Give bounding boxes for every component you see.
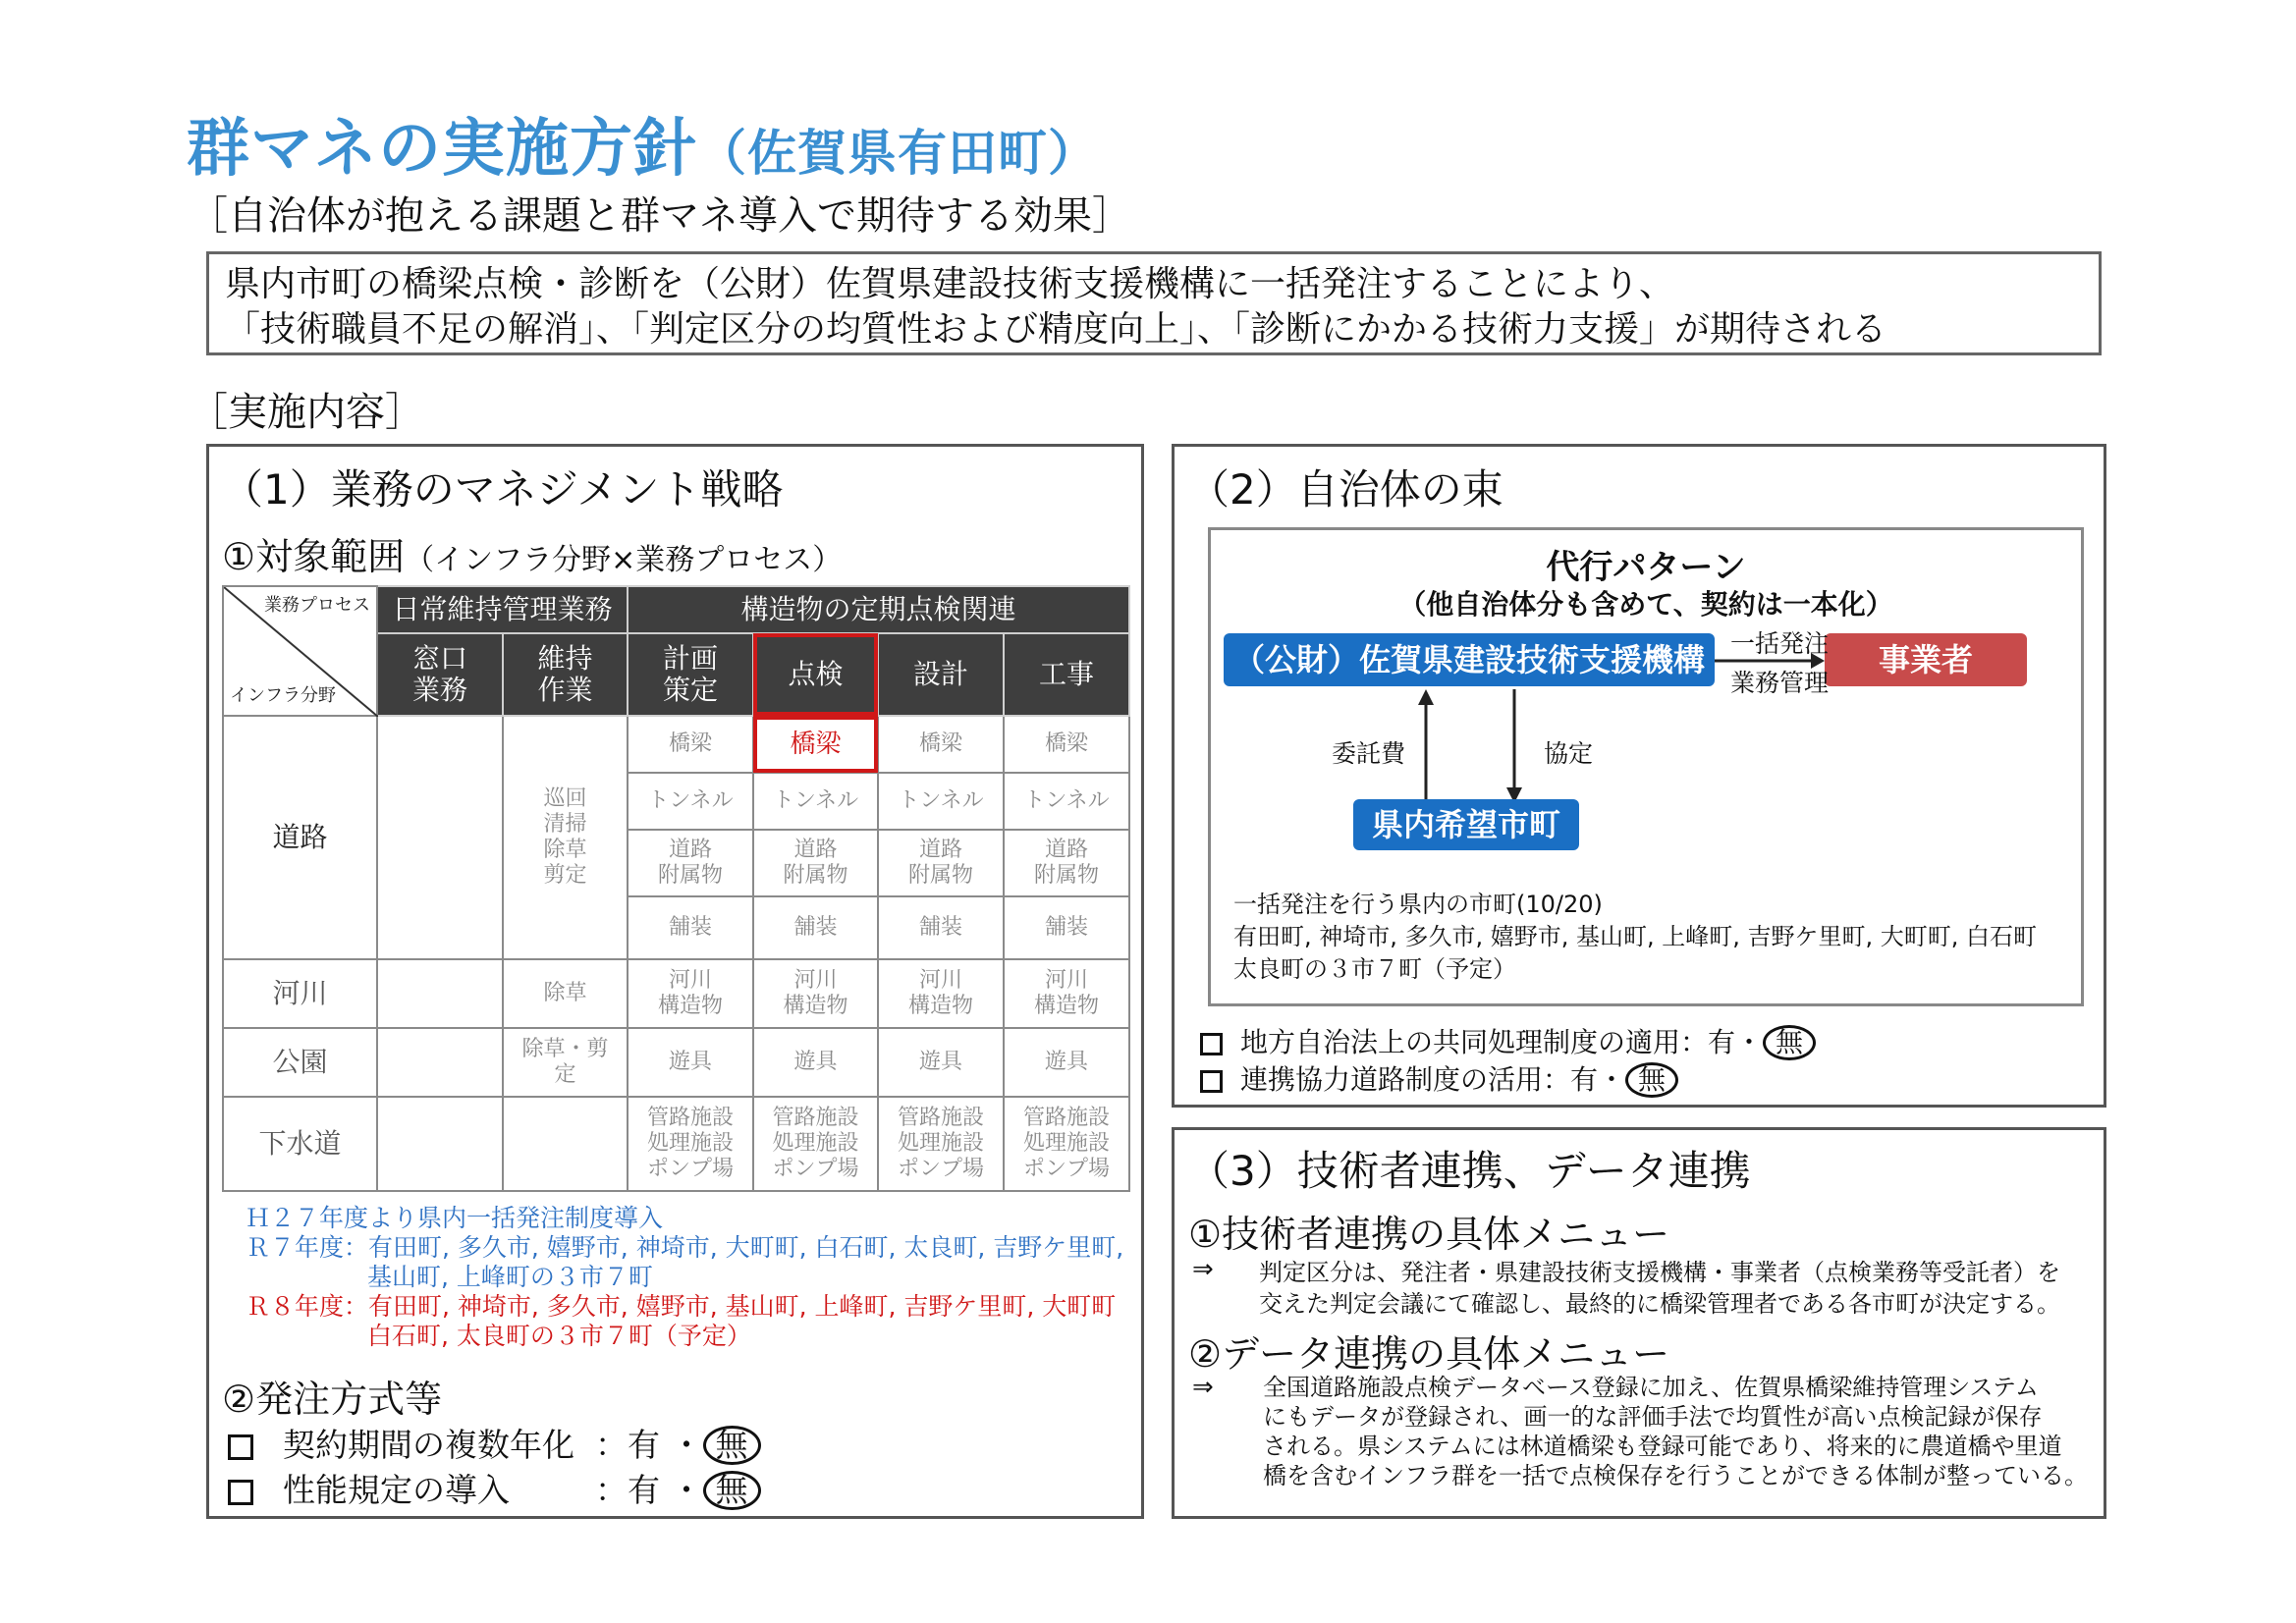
col-sekkei: 設計 [878, 633, 1004, 716]
scope-title [222, 526, 842, 580]
cell-river-madoguchi [377, 959, 503, 1028]
cell-road-bridge-tenken: 橋梁 [753, 716, 878, 773]
p2-check1-none-circled: 無 [1763, 1025, 1816, 1060]
order-title: ②発注方式等 [222, 1378, 443, 1421]
cell-sewer-madoguchi [377, 1097, 503, 1191]
cell-river-tenken: 河川 構造物 [753, 959, 878, 1028]
cell-road-tunnel-keikaku: トンネル [628, 773, 753, 830]
cell-park-keikaku: 遊具 [628, 1028, 753, 1097]
cell-road-hoso-koji: 舗装 [1004, 896, 1129, 959]
note-r8-line1 [246, 1292, 1123, 1322]
cell-road-hoso-tenken: 舗装 [753, 896, 878, 959]
menu2-line4: 橋を含むインフラ群を一括で点検保存を行うことができる体制が整っている。 [1263, 1462, 2088, 1489]
check2-label: 性能規定の導入 [283, 1471, 510, 1509]
list-block [1233, 889, 2037, 986]
menu1-title: ①技術者連携の具体メニュー [1188, 1213, 1670, 1256]
cell-sewer-koji: 管路施設 処理施設 ポンプ場 [1004, 1097, 1129, 1191]
cell-park-tenken: 遊具 [753, 1028, 878, 1097]
menu2-line3: される。県システムには林道橋梁も登録可能であり、将来的に農道橋や里道 [1263, 1433, 2062, 1460]
cell-sewer-iji [503, 1097, 628, 1191]
list-line1: 有田町, 神埼市, 多久市, 嬉野市, 基山町, 上峰町, 吉野ケ里町, 大町町, 白石町 [1233, 923, 2038, 950]
cell-road-bridge-sekkei: 橋梁 [878, 716, 1004, 773]
title-main: 群マネの実施方針 [187, 113, 697, 186]
corner-top: 業務プロセス [264, 595, 370, 616]
org-box: （公財）佐賀県建設技術支援機構 [1224, 633, 1715, 686]
cell-road-fuzoku-tenken: 道路 附属物 [753, 830, 878, 896]
p2-check1-label: 地方自治法上の共同処理制度の適用：有・ [1240, 1026, 1764, 1058]
summary-line2: 「技術職員不足の解消」、「判定区分の均質性および精度向上」、「診断にかかる技術力支援」が期待される [225, 309, 1887, 350]
agreement-label: 協定 [1544, 739, 1594, 768]
checkbox-icon [1200, 1033, 1223, 1055]
checkbox-icon [1200, 1070, 1223, 1093]
cell-road-tunnel-tenken: トンネル [753, 773, 878, 830]
menu2-text [1263, 1373, 2088, 1490]
checkbox-multiyear [228, 1420, 761, 1466]
cell-road-bridge-koji: 橋梁 [1004, 716, 1129, 773]
cell-road-iji: 巡回 清掃 除草 剪定 [503, 716, 628, 959]
check1-none-circled: 無 [703, 1426, 761, 1465]
cell-road-fuzoku-keikaku: 道路 附属物 [628, 830, 753, 896]
checkbox-icon [228, 1434, 253, 1460]
cell-park-iji: 除草・剪 定 [503, 1028, 628, 1097]
note-r8-label: Ｒ８年度： [246, 1292, 369, 1321]
cell-sewer-tenken: 管路施設 処理施設 ポンプ場 [753, 1097, 878, 1191]
matrix-corner [223, 586, 377, 716]
check1-sep: ：有 ・ [595, 1426, 703, 1464]
check2-none-circled: 無 [703, 1471, 761, 1510]
note-r7-label: Ｒ７年度： [246, 1233, 369, 1262]
cell-road-fuzoku-koji: 道路 附属物 [1004, 830, 1129, 896]
municipality-box: 県内希望市町 [1353, 799, 1579, 850]
col-iji: 維持 作業 [503, 633, 628, 716]
cell-park-madoguchi [377, 1028, 503, 1097]
corner-bottom: インフラ分野 [230, 685, 336, 706]
menu2-line2: にもデータが登録され、画一的な評価手法で均質性が高い点検記録が保存 [1263, 1403, 2043, 1431]
notes-block [246, 1204, 1123, 1351]
cell-road-tunnel-sekkei: トンネル [878, 773, 1004, 830]
row-road: 道路 [223, 716, 377, 959]
checkbox-performance [228, 1465, 761, 1511]
cell-river-iji: 除草 [503, 959, 628, 1028]
cell-road-fuzoku-sekkei: 道路 附属物 [878, 830, 1004, 896]
menu1-line1: 判定区分は、発注者・県建設技術支援機構・事業者（点検業務等受託者）を [1259, 1259, 2060, 1286]
contractor-box: 事業者 [1825, 633, 2027, 686]
cell-park-sekkei: 遊具 [878, 1028, 1004, 1097]
cell-river-sekkei: 河川 構造物 [878, 959, 1004, 1028]
cell-river-koji: 河川 構造物 [1004, 959, 1129, 1028]
list-title: 一括発注を行う県内の市町(10/20) [1233, 891, 1603, 918]
row-park: 公園 [223, 1028, 377, 1097]
col-keikaku: 計画 策定 [628, 633, 753, 716]
panel1-title: （1）業務のマネジメント戦略 [222, 465, 784, 514]
row-sewer: 下水道 [223, 1097, 377, 1191]
note-r8-line2: 白石町, 太良町の３市７町（予定） [367, 1322, 751, 1350]
scope-note: （インフラ分野×業務プロセス） [405, 543, 843, 577]
list-line2: 太良町の３市７町（予定） [1233, 955, 1516, 983]
arrow-bottom-label: 業務管理 [1730, 669, 1830, 697]
cell-road-madoguchi [377, 716, 503, 959]
note-r7-line2: 基山町, 上峰町の３市７町 [367, 1263, 653, 1291]
menu1-line2: 交えた判定会議にて確認し、最終的に橋梁管理者である各市町が決定する。 [1259, 1290, 2060, 1318]
arrow-top-label: 一括発注 [1730, 629, 1830, 658]
summary-line1: 県内市町の橋梁点検・診断を（公財）佐賀県建設技術支援機構に一括発注することにより、 [225, 264, 1675, 304]
checkbox-joint-processing [1200, 1021, 1816, 1060]
cell-road-tunnel-koji: トンネル [1004, 773, 1129, 830]
cell-road-bridge-keikaku: 橋梁 [628, 716, 753, 773]
page-title [187, 98, 1098, 189]
header-periodic-inspection: 構造物の定期点検関連 [628, 586, 1129, 633]
scope-matrix [222, 585, 1130, 1192]
menu1-arrow-icon: ⇒ [1192, 1255, 1214, 1284]
section-content-label: ［実施内容］ [189, 390, 424, 435]
panel2-title: （2）自治体の束 [1188, 465, 1503, 514]
title-sub: （佐賀県有田町） [697, 125, 1098, 182]
summary-box [206, 251, 2102, 355]
note-h27: Ｈ２７年度より県内一括発注制度導入 [246, 1204, 664, 1232]
pattern-title: 代行パターン [1546, 548, 1746, 587]
cell-river-keikaku: 河川 構造物 [628, 959, 753, 1028]
col-koji: 工事 [1004, 633, 1129, 716]
note-r7-text1: 有田町, 多久市, 嬉野市, 神埼市, 大町町, 白石町, 太良町, 吉野ケ里町, [368, 1233, 1124, 1262]
note-r7-line1 [246, 1233, 1123, 1263]
vertical-arrows-icon [1404, 687, 1532, 805]
row-river: 河川 [223, 959, 377, 1028]
fee-label: 委託費 [1332, 739, 1406, 768]
menu2-line1: 全国道路施設点検データベース登録に加え、佐賀県橋梁維持管理システム [1263, 1374, 2039, 1401]
checkbox-cooperative-road [1200, 1058, 1678, 1098]
panel3-title: （3）技術者連携、データ連携 [1188, 1147, 1751, 1195]
section-issue-label: ［自治体が抱える課題と群マネ導入で期待する効果］ [189, 193, 1131, 239]
col-madoguchi: 窓口 業務 [377, 633, 503, 716]
check1-label: 契約期間の複数年化 [283, 1426, 574, 1464]
menu1-text [1259, 1257, 2060, 1320]
pattern-sub: （他自治体分も含めて、契約は一本化） [1398, 588, 1893, 621]
col-tenken: 点検 [753, 633, 878, 716]
menu2-title: ②データ連携の具体メニュー [1188, 1332, 1670, 1376]
scope-title-text: ①対象範囲 [222, 535, 406, 578]
checkbox-icon [228, 1480, 253, 1505]
p2-check2-none-circled: 無 [1625, 1062, 1678, 1098]
cell-sewer-sekkei: 管路施設 処理施設 ポンプ場 [878, 1097, 1004, 1191]
cell-road-hoso-keikaku: 舗装 [628, 896, 753, 959]
p2-check2-label: 連携協力道路制度の活用：有・ [1240, 1063, 1626, 1096]
note-r8-text1: 有田町, 神埼市, 多久市, 嬉野市, 基山町, 上峰町, 吉野ケ里町, 大町町 [368, 1292, 1117, 1321]
cell-sewer-keikaku: 管路施設 処理施設 ポンプ場 [628, 1097, 753, 1191]
cell-park-koji: 遊具 [1004, 1028, 1129, 1097]
header-daily-maintenance: 日常維持管理業務 [377, 586, 628, 633]
menu2-arrow-icon: ⇒ [1192, 1373, 1214, 1402]
cell-road-hoso-sekkei: 舗装 [878, 896, 1004, 959]
check2-sep: ：有 ・ [595, 1471, 703, 1509]
